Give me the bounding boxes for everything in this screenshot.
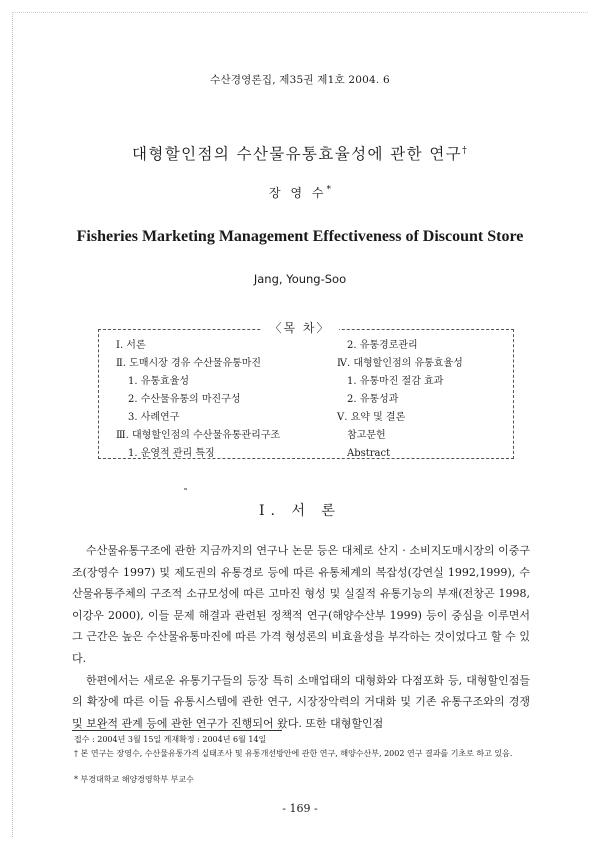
toc-item: Ⅴ. 요약 및 결론 (337, 412, 406, 423)
page-number: - 169 - (282, 802, 318, 815)
toc-item: 2. 유통성과 (347, 394, 399, 405)
toc-item: 2. 수산물유통의 마진구성 (128, 394, 241, 405)
korean-author (0, 184, 600, 201)
footnote-rule (72, 730, 282, 731)
korean-author-name: 장 영 수 (269, 186, 327, 200)
english-author: Jang, Young-Soo (253, 272, 347, 286)
korean-title-text: 대형할인점의 수산물유통효율성에 관한 연구 (132, 145, 463, 163)
toc-item: Abstract (347, 448, 391, 459)
toc-item: 1. 운영적 관리 특징 (128, 448, 215, 459)
section-heading: Ⅰ. 서 론 (259, 503, 341, 519)
toc-item: 1. 유통마진 절감 효과 (347, 376, 444, 387)
journal-header: 수산경영론집, 제35권 제1호 2004. 6 (210, 74, 390, 86)
toc-item: Ⅳ. 대형할인점의 유통효율성 (337, 358, 463, 369)
author-footnote-mark: * (326, 185, 331, 195)
toc-heading-text: 〈목 차〉 (262, 321, 339, 335)
toc-right-column (337, 337, 463, 463)
footnote-dagger: † 본 연구는 장영수, 수산물유통가격 실태조사 및 유통개선방안에 관한 연구, 해양수산부, 2002 연구 결과를 기초로 하고 있음. (74, 749, 513, 758)
toc-item: Ⅲ. 대형할인점의 수산물유통관리구조 (116, 430, 281, 441)
toc-left-column (116, 337, 280, 463)
toc-item: 참고문헌 (347, 430, 386, 441)
scan-speck (184, 488, 187, 490)
title-footnote-mark: † (462, 145, 468, 156)
english-title: Fisheries Marketing Management Effectiveness of Discount Store (76, 228, 524, 245)
toc-item: Ⅰ. 서론 (116, 340, 146, 351)
paragraph: 한편에서는 새로운 유통기구들의 등장 특히 소매업태의 대형화와 다점포화 등, 대형할인점들의 확장에 따른 이들 유통시스템에 관한 연구, 시장장악력의 거대화 및 기존 유통구조와의 경쟁 및 보완적 관계 등에 관한 연구가 진행되어 왔다. 또한 대형할인점 (72, 673, 530, 730)
korean-title (0, 142, 600, 164)
toc-item: 1. 유통효율성 (128, 376, 190, 387)
toc-item: 2. 유통경로관리 (347, 340, 418, 351)
footnote-received: 접수 : 2004년 3월 15일 게재확정 : 2004년 6월 14일 (74, 735, 267, 744)
toc-item: 3. 사례연구 (128, 412, 180, 423)
toc-heading (0, 319, 600, 336)
toc-item: Ⅱ. 도매시장 경유 수산물유통마진 (116, 358, 262, 369)
paragraph: 수산물유통구조에 관한 지금까지의 연구나 논문 등은 대체로 산지 · 소비지도매시장의 이중구조(장영수 1997) 및 제도권의 유통경로 등에 따른 유통체계의 복잡성(강연실 1992,1999), 수산물유통주체의 구조적 소규모성에 따른 고마진 형성 및 실질적 유통기능의 부재(전창곤 1998, 이강우 2000), 이들 문제 해결과 관련된 정책적 연구(해양수산부 1999) 등이 중심을 이루면서 그 근간은 높은 수산물유통마진에 따른 가격 형성론의 비효율성을 부각하는 것이었다고 할 수 있다. (72, 544, 530, 665)
body-text (72, 540, 530, 734)
footnote-affiliation: * 부경대학교 해양경영학부 부교수 (74, 775, 194, 784)
